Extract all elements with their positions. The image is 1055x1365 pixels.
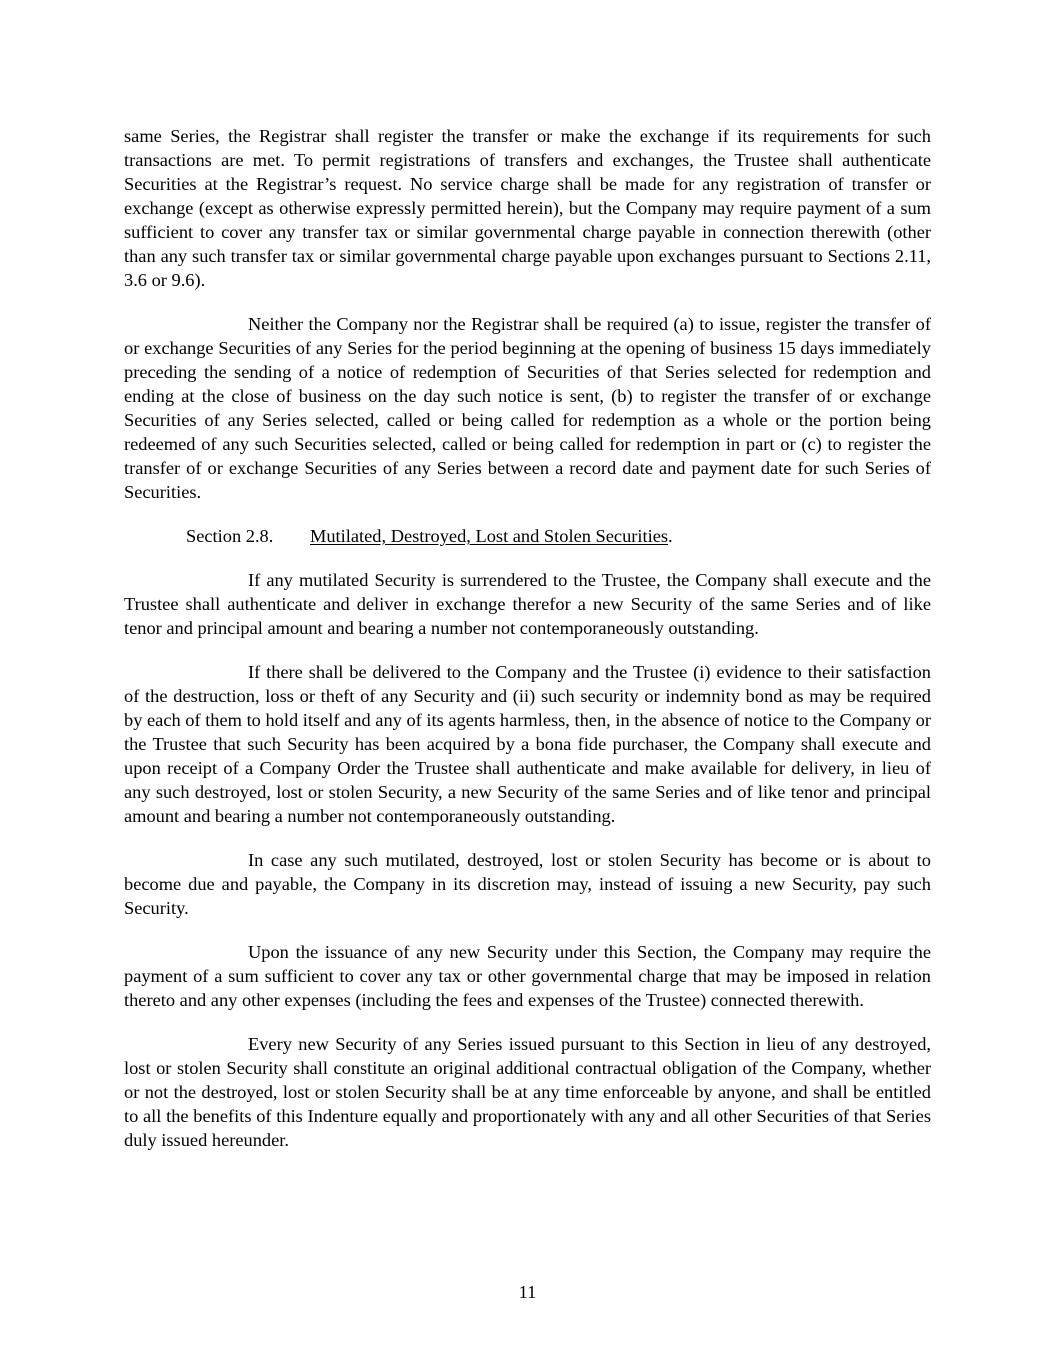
paragraph-registrar-transfer: same Series, the Registrar shall register the transfer or make the exchange if its requirements for such transactions are met. To permit registrations of transfers and exchanges, the Trustee shall authenticate Securities at the Registrar’s request. No service charge shall be made for any registration of transfer or exchange (except as otherwise expressly permitted herein), but the Company may require payment of a sum sufficient to cover any transfer tax or similar governmental charge payable in connection therewith (other than any such transfer tax or similar governmental charge payable upon exchanges pursuant to Sections 2.11, 3.6 or 9.6). (124, 126, 931, 290)
paragraph-issuance-charges: Upon the issuance of any new Security under this Section, the Company may require the payment of a sum sufficient to cover any tax or other governmental charge that may be imposed in relation thereto and any other expenses (including the fees and expenses of the Trustee) connected therewith. (124, 942, 931, 1010)
paragraph-contractual-obligation: Every new Security of any Series issued pursuant to this Section in lieu of any destroyed, lost or stolen Security shall constitute an original additional contractual obligation of the Company, whether or not the destroyed, lost or stolen Security shall be at any time enforceable by anyone, and shall be entitled to all the benefits of this Indenture equally and proportionately with any and all other Securities of that Series duly issued hereunder. (124, 1034, 931, 1150)
document-page (124, 124, 931, 1172)
paragraph-registration-restrictions: Neither the Company nor the Registrar shall be required (a) to issue, register the transfer of or exchange Securities of any Series for the period beginning at the opening of business 15 days immediately preceding the sending of a notice of redemption of Securities of that Series selected for redemption and ending at the close of business on the day such notice is sent, (b) to register the transfer of or exchange Securities of any Series selected, called or being called for redemption as a whole or the portion being redeemed of any such Securities selected, called or being called for redemption in part or (c) to register the transfer of or exchange Securities of any Series between a record date and payment date for such Series of Securities. (124, 314, 931, 502)
paragraph-mutilated-security: If any mutilated Security is surrendered to the Trustee, the Company shall execute and the Trustee shall authenticate and deliver in exchange therefor a new Security of the same Series and of like tenor and principal amount and bearing a number not contemporaneously outstanding. (124, 570, 931, 638)
section-title: Mutilated, Destroyed, Lost and Stolen Securities (310, 526, 669, 546)
page-number: 11 (518, 1282, 537, 1302)
section-number: Section 2.8. (186, 526, 274, 546)
paragraph-destroyed-lost-stolen: If there shall be delivered to the Company and the Trustee (i) evidence to their satisfaction of the destruction, loss or theft of any Security and (ii) such security or indemnity bond as may be required by each of them to hold itself and any of its agents harmless, then, in the absence of notice to the Company or the Trustee that such Security has been acquired by a bona fide purchaser, the Company shall execute and upon receipt of a Company Order the Trustee shall authenticate and make available for delivery, in lieu of any such destroyed, lost or stolen Security, a new Security of the same Series and of like tenor and principal amount and bearing a number not contemporaneously outstanding. (124, 662, 931, 826)
section-heading (124, 524, 931, 548)
section-title-period: . (668, 526, 673, 546)
paragraph-due-and-payable: In case any such mutilated, destroyed, lost or stolen Security has become or is about to become due and payable, the Company in its discretion may, instead of issuing a new Security, pay such Security. (124, 850, 931, 918)
